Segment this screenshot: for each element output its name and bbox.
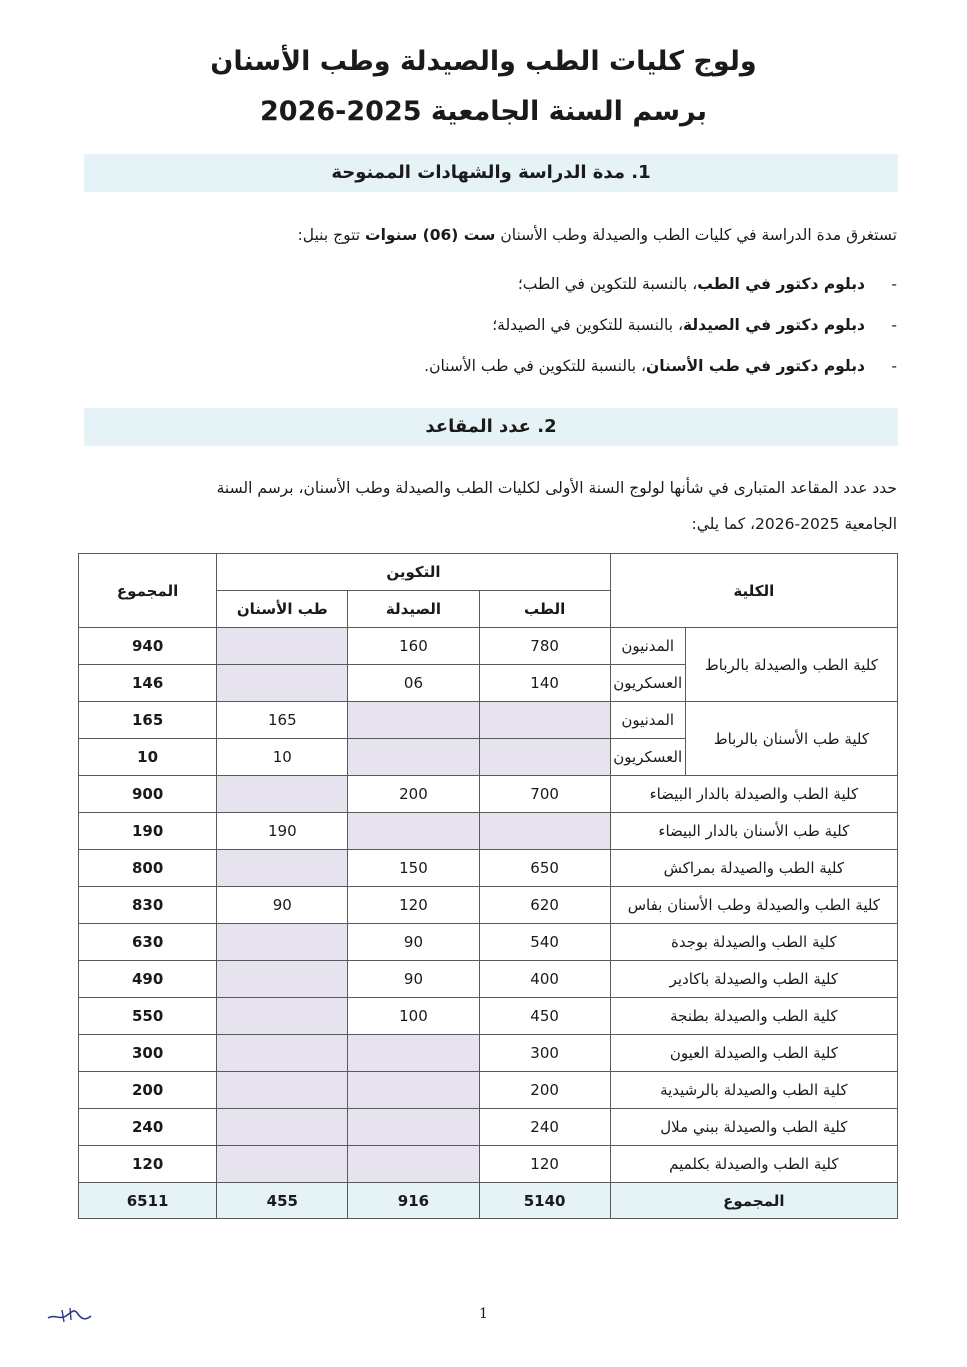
diploma-name: دبلوم دكتور في طب الأسنان: [645, 357, 865, 375]
faculty-cell: كلية الطب والصيدلة بوجدة: [610, 924, 897, 961]
category-cell: العسكريون: [610, 665, 685, 702]
medicine-cell: 450: [479, 998, 610, 1035]
intro-text-a: تستغرق مدة الدراسة في كليات الطب والصيدلة وطب الأسنان: [495, 226, 897, 244]
dentistry-cell: 10: [217, 739, 348, 776]
header-training: التكوين: [217, 554, 610, 591]
section-2-line-2: الجامعية 2025-2026، كما يلي:: [691, 515, 897, 533]
pharmacy-cell: [348, 739, 479, 776]
sum-dentistry: 455: [217, 1183, 348, 1219]
total-cell: 800: [79, 850, 217, 887]
faculty-cell: كلية الطب والصيدلة بطنجة: [610, 998, 897, 1035]
diploma-name: دبلوم دكتور في الطب: [697, 275, 865, 293]
sum-pharmacy: 916: [348, 1183, 479, 1219]
section-2-intro: [77, 470, 897, 542]
medicine-cell: [479, 813, 610, 850]
faculty-cell: كلية الطب والصيدلة ببني ملال: [610, 1109, 897, 1146]
faculty-cell: كلية الطب والصيدلة بالرباط: [685, 628, 897, 702]
table-row: [79, 628, 898, 665]
dentistry-cell: [217, 1109, 348, 1146]
table-row: [79, 1146, 898, 1183]
medicine-cell: 300: [479, 1035, 610, 1072]
document-title: ولوج كليات الطب والصيدلة وطب الأسنان: [210, 46, 757, 77]
pharmacy-cell: [348, 1072, 479, 1109]
dentistry-cell: [217, 924, 348, 961]
table-row: [79, 813, 898, 850]
seats-table: [78, 553, 898, 1219]
medicine-cell: [479, 739, 610, 776]
medicine-cell: 240: [479, 1109, 610, 1146]
dentistry-cell: [217, 961, 348, 998]
total-cell: 630: [79, 924, 217, 961]
section-1-intro: [77, 217, 897, 253]
seats-table-body: [79, 628, 898, 1219]
dentistry-cell: [217, 1072, 348, 1109]
header-total: المجموع: [79, 554, 217, 628]
faculty-cell: كلية طب الأسنان بالرباط: [685, 702, 897, 776]
section-2-line-1: حدد عدد المقاعد المتبارى في شأنها لولوج السنة الأولى لكليات الطب والصيدلة وطب الأسنان، برسم السنة: [216, 479, 897, 497]
pharmacy-cell: 90: [348, 924, 479, 961]
diploma-desc: ، بالنسبة للتكوين في الصيدلة؛: [492, 316, 683, 334]
total-cell: 550: [79, 998, 217, 1035]
medicine-cell: 400: [479, 961, 610, 998]
diploma-item: [85, 305, 865, 346]
table-row: [79, 1035, 898, 1072]
diploma-item: [85, 346, 865, 387]
pharmacy-cell: [348, 1035, 479, 1072]
pharmacy-cell: [348, 1109, 479, 1146]
sum-total: 6511: [79, 1183, 217, 1219]
total-cell: 490: [79, 961, 217, 998]
document-subtitle: برسم السنة الجامعية 2025-2026: [260, 96, 707, 127]
dentistry-cell: 190: [217, 813, 348, 850]
pharmacy-cell: 120: [348, 887, 479, 924]
medicine-cell: 120: [479, 1146, 610, 1183]
faculty-cell: كلية الطب والصيدلة العيون: [610, 1035, 897, 1072]
medicine-cell: 620: [479, 887, 610, 924]
table-row: [79, 702, 898, 739]
table-row: [79, 1072, 898, 1109]
diploma-name: دبلوم دكتور في الصيدلة: [682, 316, 865, 334]
sum-label: المجموع: [610, 1183, 897, 1219]
faculty-cell: كلية الطب والصيدلة باكادير: [610, 961, 897, 998]
medicine-cell: 780: [479, 628, 610, 665]
page-number: 1: [479, 1306, 488, 1322]
faculty-cell: كلية الطب والصيدلة بالدار البيضاء: [610, 776, 897, 813]
header-medicine: الطب: [479, 591, 610, 628]
dentistry-cell: 90: [217, 887, 348, 924]
dentistry-cell: [217, 665, 348, 702]
table-row: [79, 887, 898, 924]
pharmacy-cell: 06: [348, 665, 479, 702]
category-cell: المدنيون: [610, 628, 685, 665]
pharmacy-cell: 90: [348, 961, 479, 998]
faculty-cell: كلية الطب والصيدلة وطب الأسنان بفاس: [610, 887, 897, 924]
intro-duration: ست (06) سنوات: [365, 226, 496, 244]
total-cell: 240: [79, 1109, 217, 1146]
dentistry-cell: [217, 850, 348, 887]
category-cell: المدنيون: [610, 702, 685, 739]
total-cell: 165: [79, 702, 217, 739]
medicine-cell: 650: [479, 850, 610, 887]
header-faculty: الكلية: [610, 554, 897, 628]
diploma-item: [85, 264, 865, 305]
total-cell: 940: [79, 628, 217, 665]
diploma-desc: ، بالنسبة للتكوين في الطب؛: [517, 275, 698, 293]
total-cell: 146: [79, 665, 217, 702]
pharmacy-cell: 200: [348, 776, 479, 813]
table-row: [79, 961, 898, 998]
medicine-cell: 540: [479, 924, 610, 961]
diploma-desc: ، بالنسبة للتكوين في طب الأسنان.: [424, 357, 646, 375]
table-row: [79, 1109, 898, 1146]
faculty-cell: كلية الطب والصيدلة بكلميم: [610, 1146, 897, 1183]
table-row: [79, 924, 898, 961]
pharmacy-cell: [348, 813, 479, 850]
total-cell: 190: [79, 813, 217, 850]
medicine-cell: 200: [479, 1072, 610, 1109]
pharmacy-cell: [348, 702, 479, 739]
dentistry-cell: [217, 628, 348, 665]
sum-medicine: 5140: [479, 1183, 610, 1219]
header-pharmacy: الصيدلة: [348, 591, 479, 628]
total-cell: 10: [79, 739, 217, 776]
total-cell: 830: [79, 887, 217, 924]
table-row: [79, 850, 898, 887]
total-cell: 200: [79, 1072, 217, 1109]
pharmacy-cell: 100: [348, 998, 479, 1035]
dentistry-cell: [217, 1146, 348, 1183]
dentistry-cell: [217, 998, 348, 1035]
category-cell: العسكريون: [610, 739, 685, 776]
header-dentistry: طب الأسنان: [217, 591, 348, 628]
medicine-cell: 700: [479, 776, 610, 813]
dentistry-cell: [217, 1035, 348, 1072]
section-1-heading: 1. مدة الدراسة والشهادات الممنوحة: [84, 154, 898, 192]
dentistry-cell: 165: [217, 702, 348, 739]
faculty-cell: كلية طب الأسنان بالدار البيضاء: [610, 813, 897, 850]
faculty-cell: كلية الطب والصيدلة بمراكش: [610, 850, 897, 887]
total-cell: 900: [79, 776, 217, 813]
medicine-cell: 140: [479, 665, 610, 702]
medicine-cell: [479, 702, 610, 739]
faculty-cell: كلية الطب والصيدلة بالرشيدية: [610, 1072, 897, 1109]
total-cell: 120: [79, 1146, 217, 1183]
intro-text-c: تتوج بنيل:: [297, 226, 366, 244]
dentistry-cell: [217, 776, 348, 813]
table-row: [79, 776, 898, 813]
pharmacy-cell: [348, 1146, 479, 1183]
section-2-heading: 2. عدد المقاعد: [84, 408, 898, 446]
total-cell: 300: [79, 1035, 217, 1072]
pharmacy-cell: 150: [348, 850, 479, 887]
sum-row: [79, 1183, 898, 1219]
diploma-list: [85, 264, 865, 387]
pharmacy-cell: 160: [348, 628, 479, 665]
table-row: [79, 998, 898, 1035]
